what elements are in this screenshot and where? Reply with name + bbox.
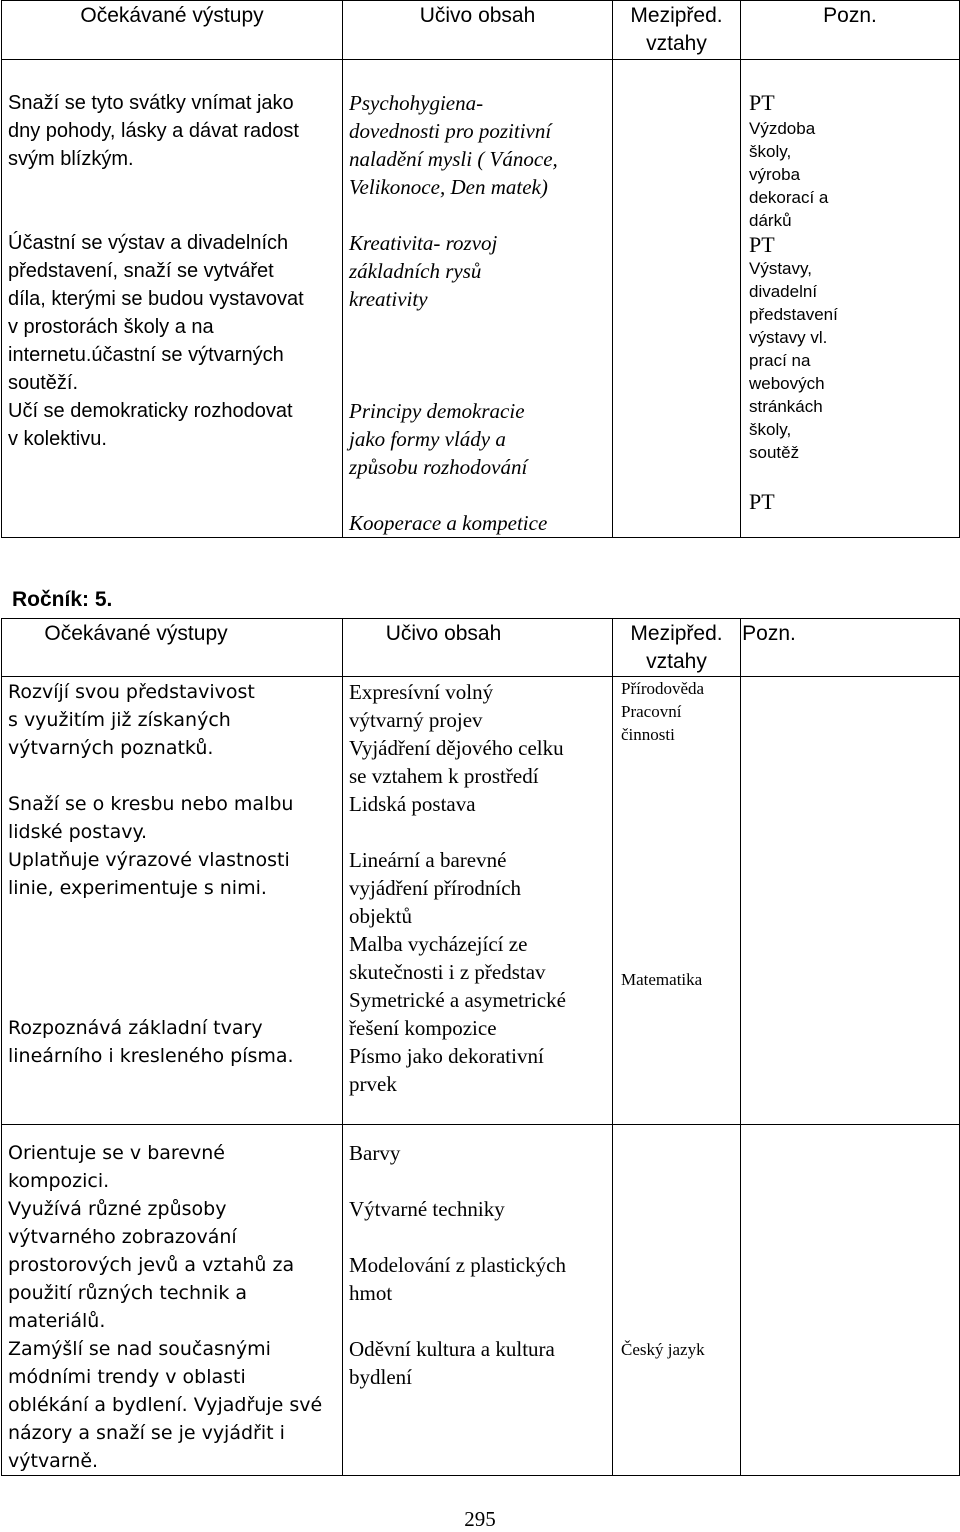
table-row <box>2 1125 960 1476</box>
content-creativity: Kreativita- rozvoj základních rysů kreativity <box>349 231 498 311</box>
outputs-para-1: Rozvíjí svou představivost s využitím již získaných výtvarných poznatků. <box>8 681 255 759</box>
header-cross-curricular <box>613 619 741 677</box>
cross-curricular-cell <box>613 677 741 1125</box>
page-number: 295 <box>464 1507 496 1531</box>
outputs-para-2: Účastní se výstav a divadelních představení, snaží se vytvářet díla, kterými se budou vystavovat v prostorách školy a na internetu.účastní se výtvarných soutěží. Učí se demokraticky rozhodovat v kolektivu. <box>8 232 304 450</box>
grade-label: Ročník: 5. <box>12 588 113 611</box>
header-expected-outputs: Očekávané výstupy <box>2 619 343 677</box>
cross-curricular-cell <box>613 60 741 538</box>
notes-decoration: Výzdoba školy, výroba dekorací a dárků <box>749 119 829 230</box>
curriculum-table-top <box>1 0 960 538</box>
content-clothing: Oděvní kultura a kultura bydlení <box>349 1337 555 1389</box>
cross-curricular-cell <box>613 1125 741 1476</box>
curriculum-content-cell <box>343 60 613 538</box>
outputs-para-4: Rozpoznává základní tvary lineárního i kresleného písma. <box>8 1017 294 1067</box>
content-psychohygiene: Psychohygiena- dovednosti pro pozitivní naladění mysli ( Vánoce, Velikonoce, Den matek) <box>349 91 558 199</box>
table-row <box>2 677 960 1125</box>
curriculum-table-grade5 <box>1 618 960 1476</box>
expected-outputs-cell <box>2 677 343 1125</box>
content-colors: Barvy <box>349 1141 401 1165</box>
content-techniques: Výtvarné techniky <box>349 1197 505 1221</box>
table-header-row <box>2 1 960 60</box>
header-cross-curricular-line2: vztahy <box>646 32 707 55</box>
notes-exhibitions: Výstavy, divadelní představení výstavy vl. prací na webových stránkách školy, soutěž <box>749 259 838 462</box>
outputs-para-2: Snaží se o kresbu nebo malbu lidské postavy. <box>8 793 294 843</box>
expected-outputs-cell <box>2 60 343 538</box>
curriculum-content-cell: Expresívní volný výtvarný projev Vyjádření dějového celku se vztahem k prostředí Lidská postava Lineární a barevné vyjádření přírodních objektů Malba vycházející ze skutečnosti i z představ Symetrické a asymetrické řešení kompozice Písmo jako dekorativní prvek <box>343 677 613 1125</box>
content-modelling: Modelování z plastických hmot <box>349 1253 566 1305</box>
header-curriculum-content: Učivo obsah <box>343 619 613 677</box>
header-cross-curricular <box>613 1 741 60</box>
header-cross-curricular-line1: Mezipřed. <box>630 4 723 27</box>
header-cross-curricular-line2: vztahy <box>646 650 707 673</box>
pt-label: PT <box>749 232 775 257</box>
header-cross-curricular-line1: Mezipřed. <box>630 622 723 645</box>
table-row <box>2 60 960 538</box>
curriculum-content-cell <box>343 1125 613 1476</box>
header-curriculum-content: Učivo obsah <box>343 1 613 60</box>
notes-cell <box>741 677 960 1125</box>
pt-label: PT <box>749 90 775 115</box>
content-cooperation: Kooperace a kompetice <box>349 511 548 535</box>
expected-outputs-cell: Orientuje se v barevné kompozici. Využívá různé způsoby výtvarného zobrazování prostorových jevů a vztahů za použití různých technik a materiálů. Zamýšlí se nad současnými módními trendy v oblasti oblékání a bydlení. Vyjadřuje své názory a snaží se je vyjádřit i výtvarně. <box>2 1125 343 1476</box>
notes-cell <box>741 1125 960 1476</box>
content-democracy: Principy demokracie jako formy vlády a způsobu rozhodování <box>349 399 528 479</box>
cross-curricular-subjects: Přírodověda Pracovní činnosti <box>621 679 705 744</box>
header-notes: Pozn. <box>741 1 960 60</box>
table-header-row <box>2 619 960 677</box>
cross-curricular-czech: Český jazyk <box>621 1340 705 1359</box>
outputs-para-3: Uplatňuje výrazové vlastnosti linie, experimentuje s nimi. <box>8 849 290 899</box>
notes-cell <box>741 60 960 538</box>
pt-label: PT <box>749 489 775 514</box>
cross-curricular-math: Matematika <box>621 970 703 989</box>
header-expected-outputs: Očekávané výstupy <box>2 1 343 60</box>
header-notes: Pozn. <box>741 619 960 677</box>
outputs-para-1: Snaží se tyto svátky vnímat jako dny pohody, lásky a dávat radost svým blízkým. <box>8 92 299 170</box>
